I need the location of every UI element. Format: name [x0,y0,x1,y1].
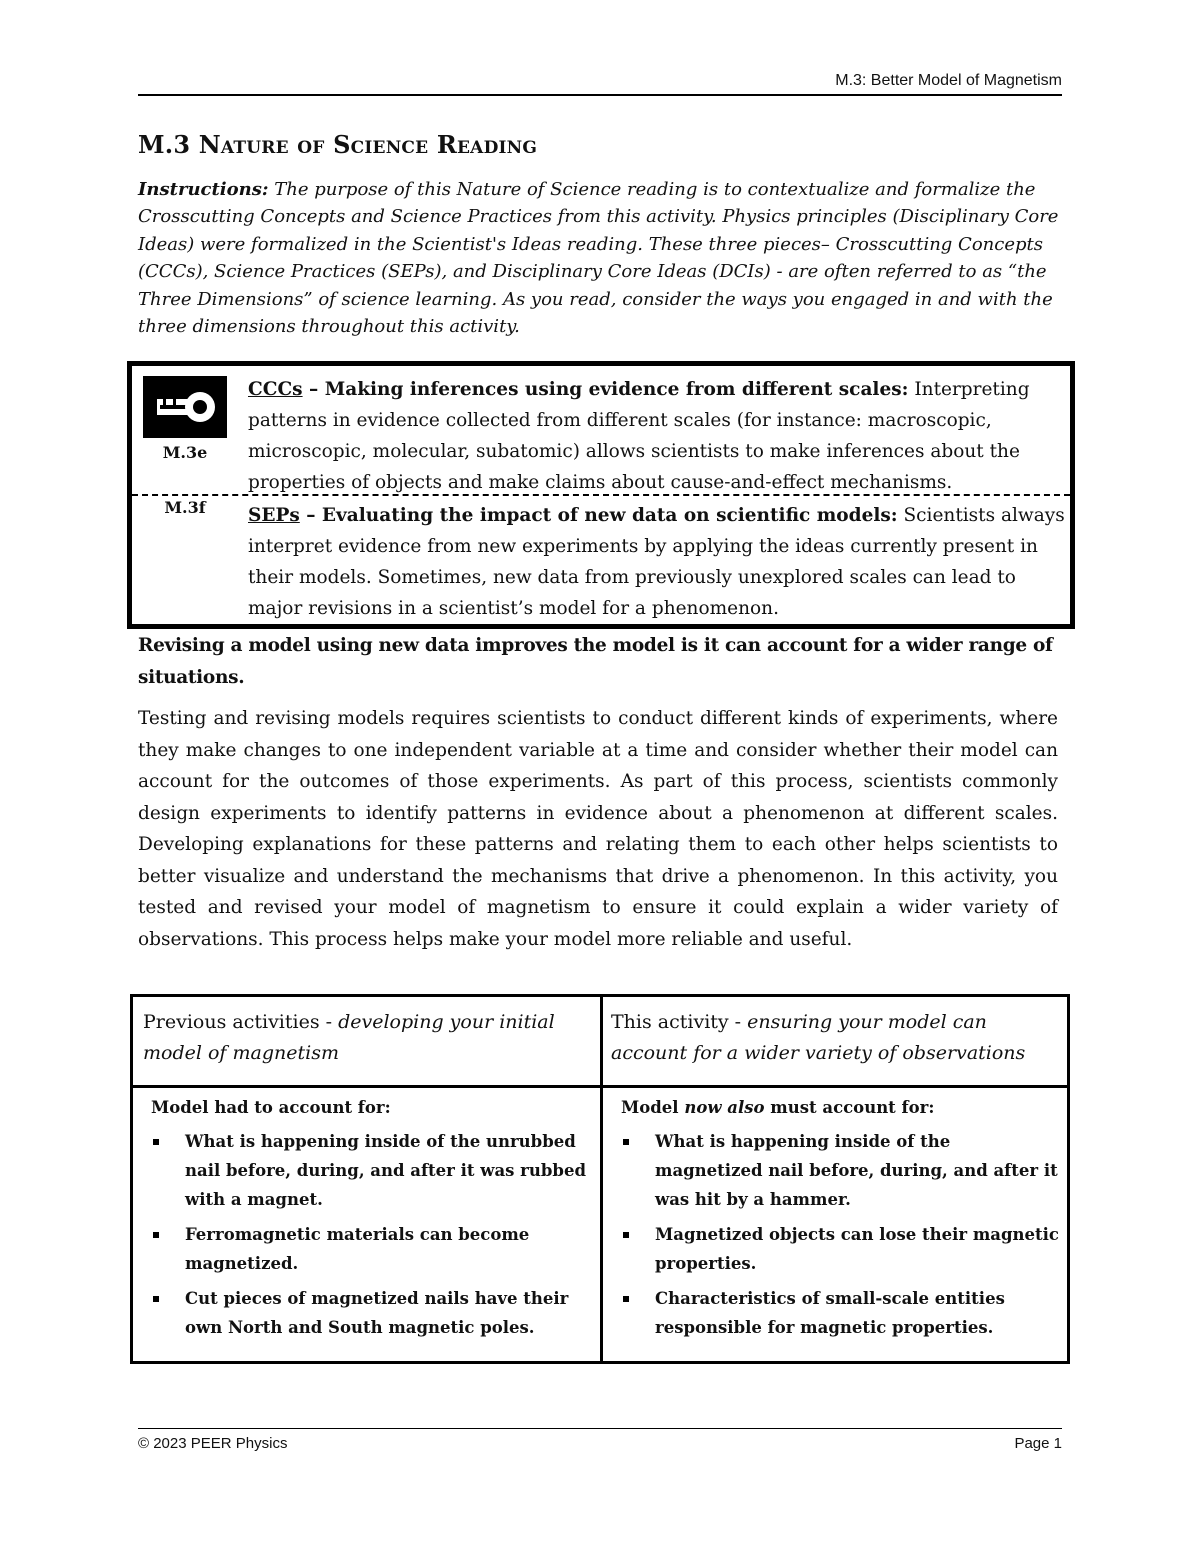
list-item: What is happening inside of the magnetized nail before, during, and after it was hit by a hammer. [621,1127,1061,1214]
page-number: Page 1 [1014,1435,1062,1452]
sep-tag: SEPs [248,505,300,526]
previous-head-plain: Previous activities - [143,1011,339,1033]
table-row-divider [133,1085,1067,1088]
list-item: Cut pieces of magnetized nails have their own North and South magnetic poles. [151,1284,591,1342]
previous-lead: Model had to account for: [151,1098,391,1117]
table-column-divider [600,997,603,1361]
instructions-text: The purpose of this Nature of Science reading is to contextualize and formalize the Crosscutting Concepts and Science Practices from this activity. Physics principles (Disciplinary Core Ideas) were formalized in the Scientist's Ideas reading. These three pieces– Crosscutting Concepts (CCCs), Science Practices (SEPs), and Disciplinary Core Ideas (DCIs) - are often referred to as “the Three Dimensions” of science learning. As you read, consider the ways you engaged in and with the three dimensions throughout this activity. [138,179,1059,338]
sep-heading: – Evaluating the impact of new data on scientific models: [299,505,898,526]
copyright: © 2023 PEER Physics [138,1435,288,1452]
page-footer [138,1428,1062,1452]
ccc-heading: – Making inferences using evidence from different scales: [302,379,909,400]
list-item: Ferromagnetic materials can become magnetized. [151,1220,591,1278]
previous-activities-header [143,1007,583,1069]
this-head-plain: This activity - [611,1011,748,1033]
sep-concept [248,500,1068,624]
key-icon [143,376,227,438]
sep-text: Scientists always interpret evidence from new experiments by applying the ideas currently present in their models. Sometimes, new data from previously unexplored scales can lead to major revisions in a scientist’s model for a phenomenon. [248,505,1065,619]
code-label-m3e: M.3e [162,443,208,462]
comparison-table [130,994,1070,1364]
list-item: Characteristics of small-scale entities responsible for magnetic properties. [621,1284,1061,1342]
page-title: M.3 Nature of Science Reading [138,130,538,159]
this-lead-italic: now also [684,1098,765,1117]
previous-activities-list [151,1097,591,1348]
ccc-concept [248,374,1068,498]
instructions-label: Instructions: [138,179,269,200]
running-header: M.3: Better Model of Magnetism [138,72,1062,96]
code-label-m3f: M.3f [164,498,206,517]
this-head-italic: ensuring your model can account for a wider variety of observations [611,1011,1026,1064]
this-lead-post: must account for: [764,1098,935,1117]
this-lead [621,1097,1061,1119]
key-claim: Revising a model using new data improves the model is it can account for a wider range of situations. [138,635,1053,688]
body-paragraph: Testing and revising models requires scientists to conduct different kinds of experiments, where they make changes to one independent variable at a time and consider whether their model can account for the outcomes of those experiments. As part of this process, scientists commonly design experiments to identify patterns in evidence about a phenomenon at different scales. Developing explanations for these patterns and relating them to each other helps scientists to better visualize and understand the mechanisms that drive a phenomenon. In this activity, you tested and revised your model of magnetism to ensure it could explain a wider variety of observations. This process helps make your model more reliable and useful. [138,708,1058,950]
instructions [138,176,1062,340]
this-activity-header [611,1007,1051,1069]
list-item: What is happening inside of the unrubbed nail before, during, and after it was rubbed with a magnet. [151,1127,591,1214]
ccc-text: Interpreting patterns in evidence collected from different scales (for instance: macroscopic, microscopic, molecular, subatomic) allows scientists to make inferences about the properties of objects and make claims about cause-and-effect mechanisms. [248,379,1030,493]
this-activity-list [621,1097,1061,1348]
list-item: Magnetized objects can lose their magnetic properties. [621,1220,1061,1278]
this-lead-pre: Model [621,1098,685,1117]
ccc-tag: CCCs [248,379,303,400]
row-divider [132,494,1070,496]
key-concepts-box [127,361,1075,629]
previous-head-italic: developing your initial model of magnetism [143,1011,555,1064]
